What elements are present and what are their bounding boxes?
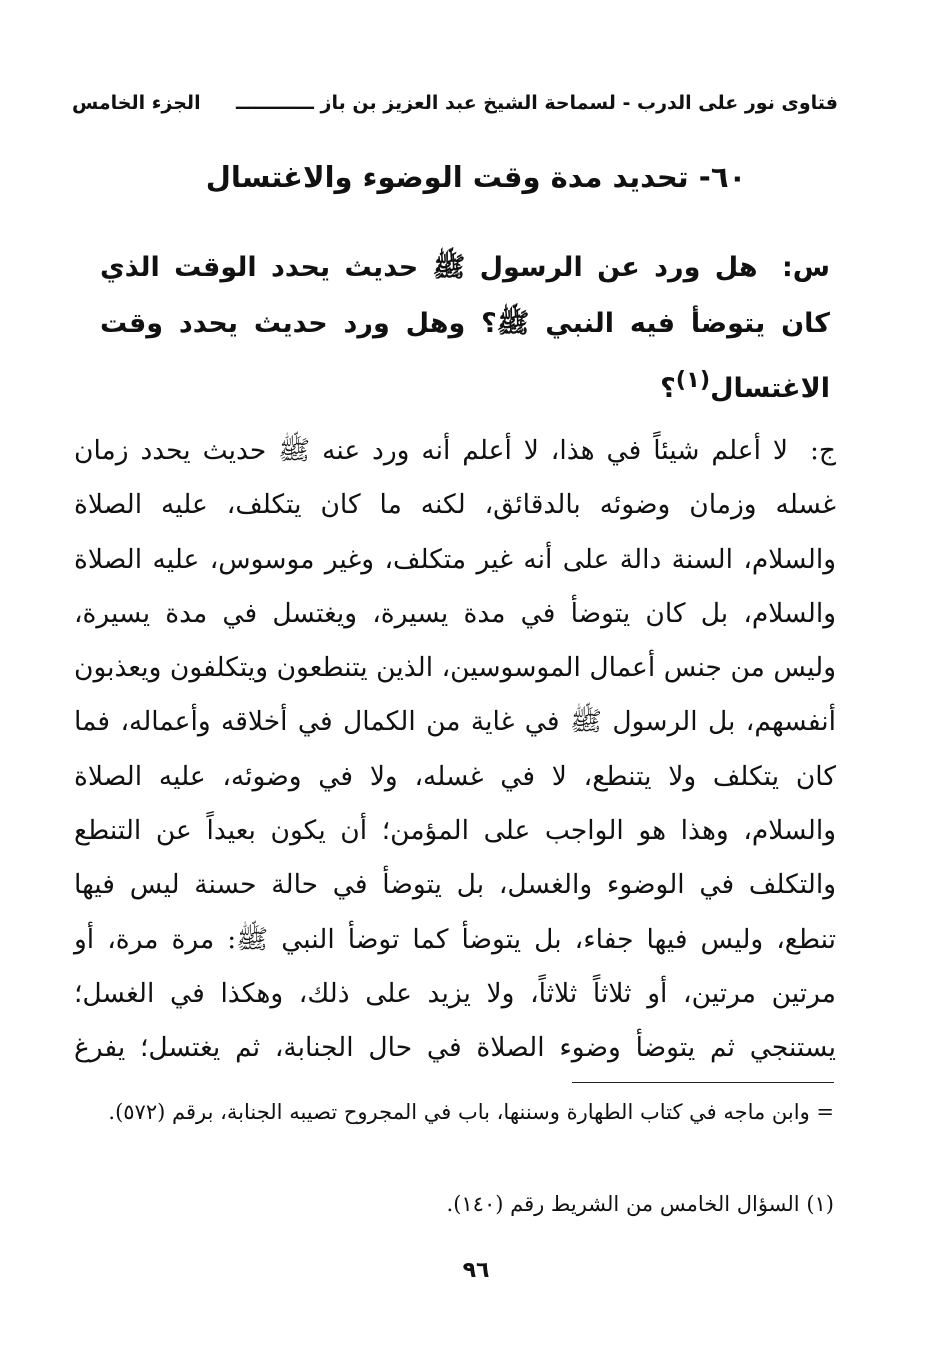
chapter-title: ٦٠- تحديد مدة وقت الوضوء والاغتسال <box>205 160 747 194</box>
volume-label: الجزء الخامس <box>72 92 201 114</box>
book-title: فتاوى نور على الدرب - لسماحة الشيخ عبد العزيز بن باز ــــــــــــ <box>235 92 838 114</box>
footnote-divider <box>572 1082 834 1083</box>
footnote-1: (١) السؤال الخامس من الشريط رقم (١٤٠). <box>446 1192 834 1216</box>
question-text: هل ورد عن الرسول ﷺ حديث يحدد الوقت الذي كان يتوضأ فيه النبي ﷺ؟ وهل ورد حديث يحدد وقت الاغتسال <box>100 252 830 404</box>
answer-text: لا أعلم شيئاً في هذا، لا أعلم أنه ورد عنه ﷺ حديث يحدد زمان غسله وزمان وضوئه بالدقائق، لكنه ما كان يتكلف، عليه الصلاة والسلام، السنة دالة على أنه غير متكلف، وغير موسوس، عليه الصلاة والسلام، بل كان يتوضأ في مدة يسيرة، ويغتسل في مدة يسيرة، وليس من جنس أعمال الموسوسين، الذين يتنطعون ويتكلفون ويعذبون أنفسهم، بل الرسول ﷺ في غاية من الكمال في أخلاقه وأعماله، فما كان يتكلف ولا يتنطع، لا في غسله، ولا في وضوئه، عليه الصلاة والسلام، وهذا هو الواجب على المؤمن؛ أن يكون بعيداً عن التنطع والتكلف في الوضوء والغسل، بل يتوضأ في حالة حسنة ليس فيها تنطع، وليس فيها جفاء، بل يتوضأ كما توضأ النبي ﷺ: مرة مرة، أو مرتين مرتين، أو ثلاثاً ثلاثاً، ولا يزيد على ذلك، وهكذا في الغسل؛ يستنجي ثم يتوضأ وضوء الصلاة في حال الجنابة، ثم يغتسل؛ يفرغ <box>74 435 836 1064</box>
footnote-ref: (١) <box>675 367 711 393</box>
footnote-continuation: = وابن ماجه في كتاب الطهارة وسننها، باب في المجروح تصيبه الجنابة، برقم (٥٧٢). <box>108 1100 834 1124</box>
question-end: ؟ <box>660 373 676 404</box>
page-number: ٩٦ <box>462 1258 490 1283</box>
answer-block <box>74 424 836 1076</box>
question-label: س: <box>781 252 830 283</box>
question-block <box>100 240 830 417</box>
answer-label: ج: <box>809 435 836 466</box>
running-header <box>72 92 838 115</box>
